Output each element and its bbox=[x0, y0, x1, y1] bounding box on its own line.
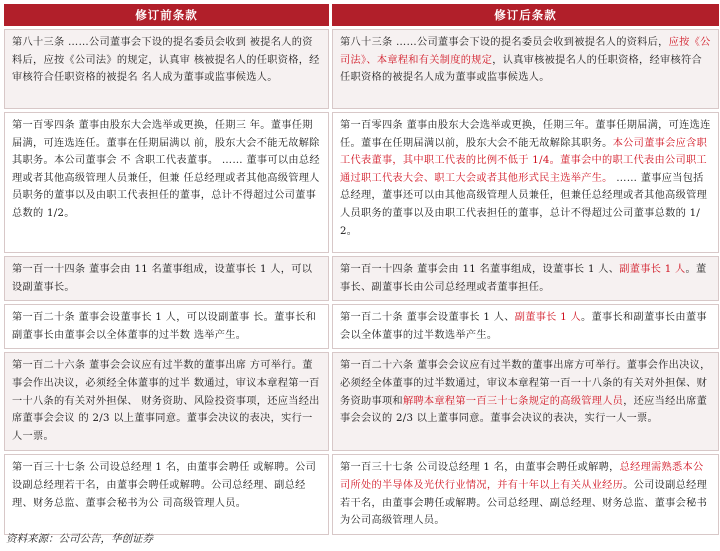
table-body bbox=[4, 29, 719, 535]
clause-text: 第一百零四条 董事由股东大会选举或更换，任期三 年。董事任期届满，可连选连任。董事在任期届满以 前，股东大会不能无故解除其职务。本公司董事会 不 含职工代表董事。 …… 董事可以由总经理或者其他高级管理人员兼任，但兼 任总经理或者其他高级管理人员职务的董事以及由职工代表担任的董事，总计不得超过公司董事总数的 1/2。 bbox=[12, 120, 320, 219]
cell-after bbox=[332, 29, 719, 109]
clause-text: 。董事长和副董事长由董事会以全体董事的过半数选举产生。 bbox=[340, 312, 707, 341]
clause-text: 第一百一十四条 董事会由 11 名董事组成，设董事长 1 人、 bbox=[340, 264, 620, 275]
clause-text: 第八十三条 ……公司董事会下设的提名委员会收到 被提名人的资料后，应按《公司法》的规定，认真审 核被提名人的任职资格，经审核符合任职资格的被提名 名人成为董事或监事候选人。 bbox=[12, 37, 320, 84]
cell-after bbox=[332, 304, 719, 349]
clause-text: 第一百二十条 董事会设董事长 1 人，可以设副董事 长。董事长和副董事长由董事会以全体董事的过半数 选举产生。 bbox=[12, 312, 317, 341]
table-row bbox=[4, 256, 719, 301]
highlighted-revision-text: 解聘本章程第一百三十七条规定的高级管理人员 bbox=[402, 395, 624, 407]
header-before: 修订前条款 bbox=[4, 4, 329, 26]
cell-after bbox=[332, 112, 719, 253]
highlighted-revision-text: 总经理需熟悉本公司所处的半导体及光伏行业情况，并有十年以上有关从业经历 bbox=[340, 462, 704, 491]
cell-before bbox=[4, 112, 329, 253]
clause-text: 第一百二十六条 董事会会议应有过半数的董事出席 方可举行。董事会作出决议，必须经全体董事的过半 数通过，审议本章程第一百一十八条的有关对外担保、 财务资助、风险投资事项，还应当经出席董事会会议 的 2/3 以上董事同意。董事会决议的表决，实行一人一票。 bbox=[12, 360, 320, 442]
table-row bbox=[4, 29, 719, 109]
source-note: 资料来源：公司公告，华创证券 bbox=[6, 533, 153, 545]
clause-text: ，还应当经出席董事会会议的 2/3 以上董事同意。董事会决议的表决，实行一人一票。 bbox=[340, 395, 708, 425]
highlighted-revision-text: 本公司董事会应含职工代表董事，其中职工代表的比例不低于 1/4。董事会中的职工代表由公司职工通过职工代表大会、职工大会或者其他形式民主选举产生。 bbox=[340, 137, 708, 184]
cell-after bbox=[332, 352, 719, 451]
clause-text: 。董事长、副董事长由公司总经理或者董事担任。 bbox=[340, 264, 707, 293]
clause-text: 。公司设副总经理若干名，由董事会聘任或解聘。公司总经理、副总经理、财务总监、董事会秘书为公司高级管理人员。 bbox=[340, 479, 708, 527]
clause-text: 第一百三十七条 公司设总经理 1 名，由董事会聘任或解聘， bbox=[340, 462, 620, 474]
cell-after bbox=[332, 256, 719, 301]
clause-text: 第一百二十六条 董事会会议应有过半数的董事出席方可举行。董事会作出决议，必须经全体董事的过半数通过，审议本章程第一百一十八条的有关对外担保、财务资助事项和 bbox=[340, 360, 711, 407]
highlighted-revision-text: 副董事长 1 人 bbox=[514, 312, 582, 324]
table-row bbox=[4, 352, 719, 451]
table-row bbox=[4, 454, 719, 534]
cell-before bbox=[4, 352, 329, 451]
clause-text: 第一百二十条 董事会设董事长 1 人、 bbox=[340, 312, 515, 324]
cell-before bbox=[4, 29, 329, 109]
clause-text: ，认真审核被提名人的任职资格，经审核符合任职资格的被提名人成为董事或监事候选人。 bbox=[340, 54, 702, 84]
cell-before bbox=[4, 256, 329, 301]
highlighted-revision-text: 副董事长 1 人 bbox=[619, 264, 686, 275]
clause-text: 第一百零四条 董事由股东大会选举或更换，任期三年。董事任期届满，可连选连任。董事在任期届满以前，股东大会不能无故解除其职务。 bbox=[340, 120, 711, 149]
amendment-comparison-table bbox=[1, 1, 720, 538]
table-row bbox=[4, 112, 719, 253]
clause-text: …… 董事应当包括总经理，董事还可以由其他高级管理人员兼任，但兼任总经理或者其他高级管理人员职务的董事以及由职工代表担任的董事，总计不得超过公司董事总数的 1/2。 bbox=[340, 172, 708, 237]
header-after: 修订后条款 bbox=[332, 4, 719, 26]
highlighted-revision-text: 应按《公司法》、本章程和有关制度的规定 bbox=[340, 37, 711, 66]
cell-before bbox=[4, 304, 329, 349]
cell-after bbox=[332, 454, 719, 534]
clause-text: 第一百三十七条 公司设总经理 1 名，由董事会聘任 或解聘。公司设副总经理若干名，由董事会聘任或解聘。公司总经理、副总经理、财务总监、董事会秘书为公 司高级管理人员。 bbox=[12, 462, 317, 509]
clause-text: 第八十三条 ……公司董事会下设的提名委员会收到被提名人的资料后， bbox=[340, 37, 669, 48]
table-row bbox=[4, 304, 719, 349]
table-header-row bbox=[4, 4, 719, 26]
cell-before bbox=[4, 454, 329, 534]
clause-text: 第一百一十四条 董事会由 11 名董事组成，设董事长 1 人，可以设副董事长。 bbox=[12, 264, 313, 293]
